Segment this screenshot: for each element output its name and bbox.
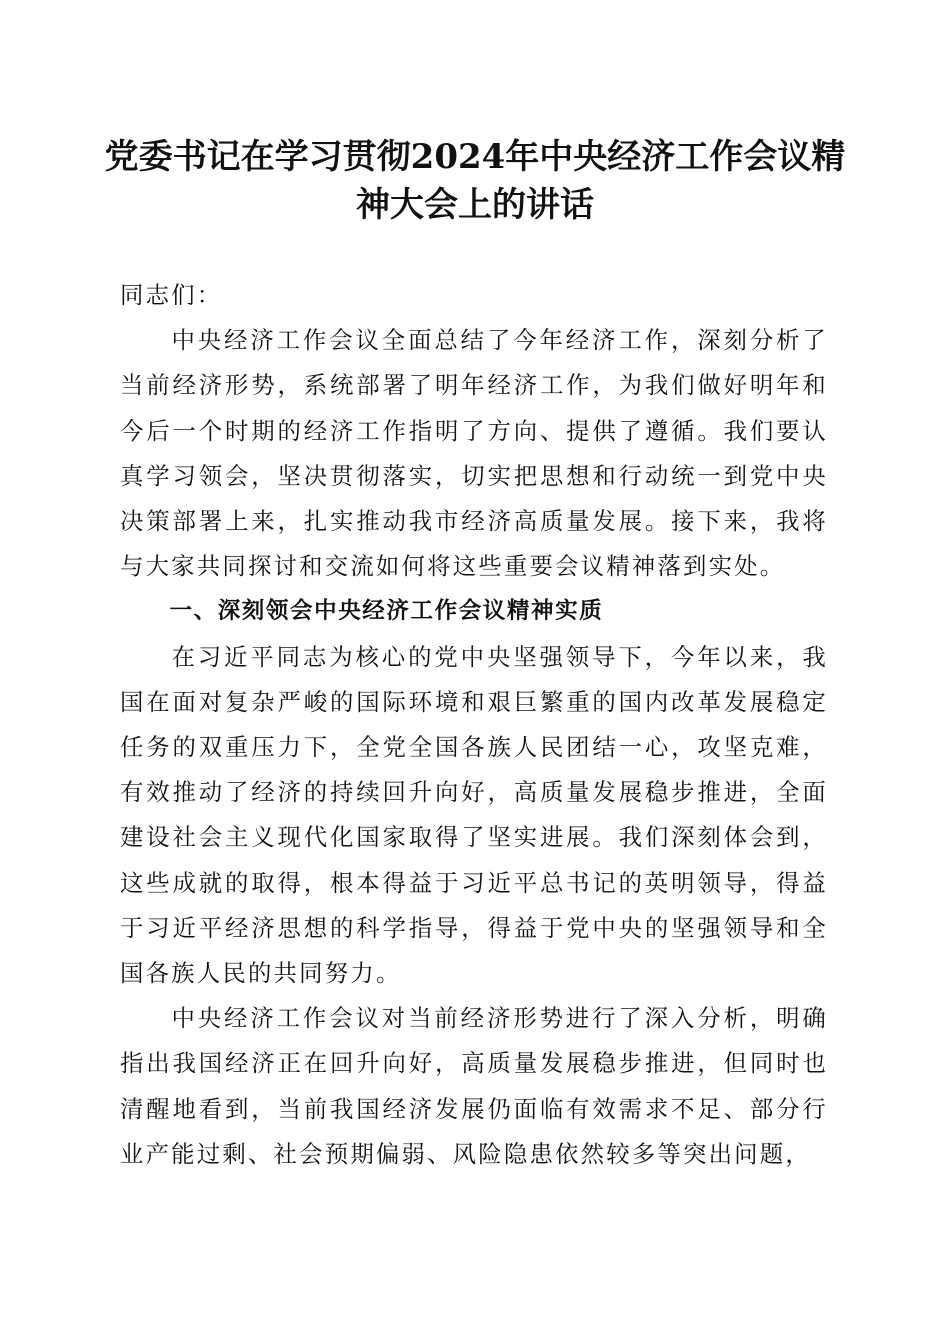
salutation: 同志们：	[120, 281, 223, 309]
document-body	[120, 273, 828, 1177]
section-heading: 一、深刻领会中央经济工作会议精神实质	[169, 598, 604, 625]
document-title: 党委书记在学习贯彻2024年中央经济工作会议精神大会上的讲话	[104, 137, 846, 225]
paragraph-intro: 中央经济工作会议全面总结了今年经济工作，深刻分析了当前经济形势，系统部署了明年经济工作，为我们做好明年和今后一个时期的经济工作指明了方向、提供了遵循。我们要认真学习领会，坚决贯彻落实，切实把思想和行动统一到党中央决策部署上来，扎实推动我市经济高质量发展。接下来，我将与大家共同探讨和交流如何将这些重要会议精神落到实处。	[120, 326, 828, 581]
paragraph-situation: 中央经济工作会议对当前经济形势进行了深入分析，明确指出我国经济正在回升向好，高质量发展稳步推进，但同时也清醒地看到，当前我国经济发展仍面临有效需求不足、部分行业产能过剩、社会预期偏弱、风险隐患依然较多等突出问题，	[120, 1004, 828, 1168]
paragraph-achievements: 在习近平同志为核心的党中央坚强领导下，今年以来，我国在面对复杂严峻的国际环境和艰巨繁重的国内改革发展稳定任务的双重压力下，全党全国各族人民团结一心，攻坚克难，有效推动了经济的持续回升向好，高质量发展稳步推进，全面建设社会主义现代化国家取得了坚实进展。我们深刻体会到，这些成就的取得，根本得益于习近平总书记的英明领导，得益于习近平经济思想的科学指导，得益于党中央的坚强领导和全国各族人民的共同努力。	[120, 642, 828, 988]
